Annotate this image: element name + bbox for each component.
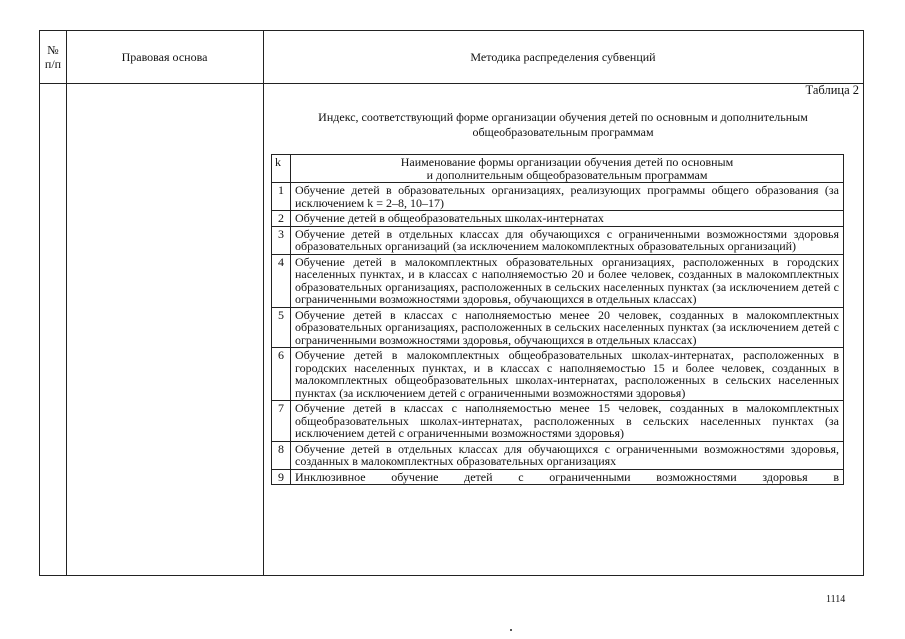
row-k: 9 [272, 469, 291, 485]
index-table [271, 154, 844, 485]
row-text: Обучение детей в отдельных классах для обучающихся с ограниченными возможностями здоровья образовательных организаций (за исключением малокомплектных образовательных организаций) [291, 226, 844, 254]
table-row [272, 183, 844, 211]
row-text: Обучение детей в малокомплектных образовательных организациях, расположенных в городских населенных пунктах, и в классах с наполняемостью 20 и более человек, созданных в малокомплектных образовательных организациях, расположенных в сельских населенных пунктах (за исключением детей с ограниченными возможностями здоровья, обучающихся в отдельных классах) [291, 254, 844, 307]
row-text: Обучение детей в классах с наполняемостью менее 20 человек, созданных в малокомплектных образовательных организациях, расположенных в сельских населенных пунктах (за исключением детей с ограниченными возможностями здоровья, обучающихся в отдельных классах) [291, 307, 844, 348]
row-k: 4 [272, 254, 291, 307]
table-title: Индекс, соответствующий форме организации обучения детей по основным и дополнительным общеобразовательным программам [318, 110, 808, 139]
header-divider [40, 83, 863, 84]
row-k: 3 [272, 226, 291, 254]
table-row [272, 254, 844, 307]
row-text: Обучение детей в общеобразовательных школах-интернатах [291, 211, 844, 227]
row-k: 6 [272, 348, 291, 401]
table-row [272, 226, 844, 254]
table-row [272, 401, 844, 442]
row-k: 1 [272, 183, 291, 211]
row-k: 7 [272, 401, 291, 442]
index-table-header [272, 155, 844, 183]
header-number: № п/п [44, 43, 62, 71]
column-k-header: k [272, 155, 291, 183]
row-text: Инклюзивное обучение детей с ограниченными возможностями здоровья в [291, 469, 844, 485]
table-row [272, 211, 844, 227]
column-divider [263, 31, 264, 575]
outer-table [39, 30, 864, 576]
table-row [272, 307, 844, 348]
row-text: Обучение детей в классах с наполняемостью менее 15 человек, созданных в малокомплектных общеобразовательных школах-интернатах, расположенных в сельских населенных пунктах (за исключением детей с ограниченными возможностями здоровья) [291, 401, 844, 442]
header-method: Методика распределения субвенций [470, 50, 656, 64]
page-number: 1114 [826, 594, 846, 605]
row-text: Обучение детей в образовательных организациях, реализующих программы общего образования (за исключением k = 2–8, 10–17) [291, 183, 844, 211]
header-legal-basis: Правовая основа [121, 50, 208, 64]
table-row [272, 441, 844, 469]
column-name-header: Наименование формы организации обучения детей по основным и дополнительным общеобразовательным программам [291, 155, 844, 183]
row-text: Обучение детей в отдельных классах для обучающихся с ограниченными возможностями здоровья, созданных в малокомплектных образовательных организациях [291, 441, 844, 469]
scan-speck [510, 629, 512, 631]
row-k: 2 [272, 211, 291, 227]
table-label: Таблица 2 [805, 83, 859, 97]
table-row [272, 348, 844, 401]
table-row [272, 469, 844, 485]
row-text: Обучение детей в малокомплектных общеобразовательных школах-интернатах, расположенных в городских населенных пунктах, и в классах с наполняемостью 15 и более человек, созданных в малокомплектных общеобразовательных школах-интернатах, расположенных в сельских населенных пунктах (за исключением детей с ограниченными возможностями здоровья) [291, 348, 844, 401]
row-k: 5 [272, 307, 291, 348]
row-k: 8 [272, 441, 291, 469]
column-divider [66, 31, 67, 575]
